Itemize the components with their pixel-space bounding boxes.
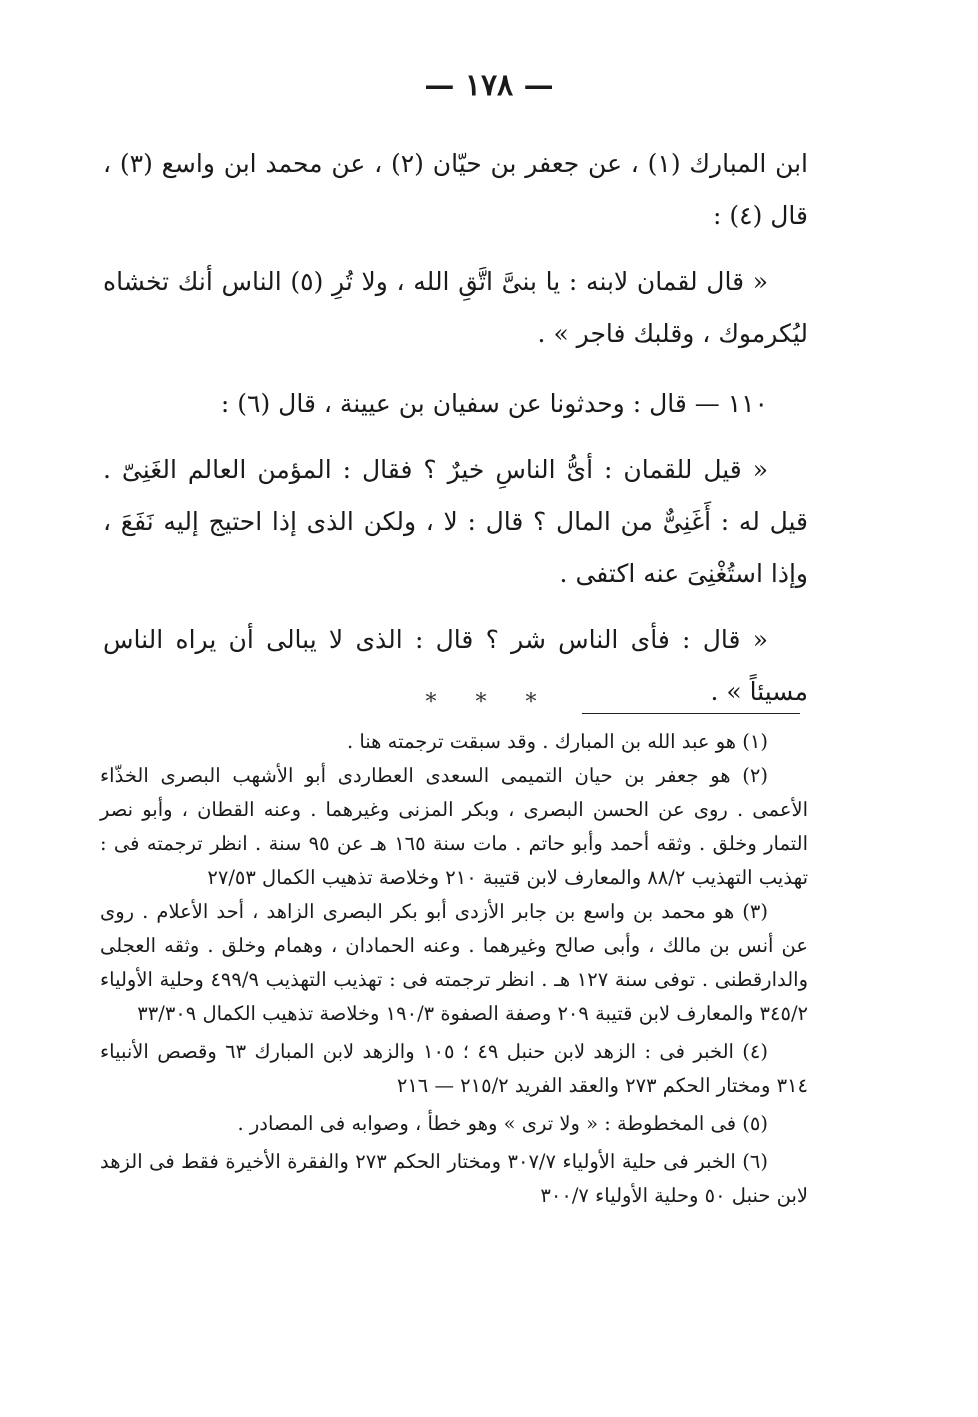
page-number: — ١٧٨ — [424,68,554,103]
footnote-2: (٢) هو جعفر بن حيان التميمى السعدى العطاردى أبو الأشهب البصرى الخذّاء الأعمى . روى عن الحسن البصرى ، وبكر المزنى وغيرهما . وعنه القطان ، وأبو نصر التمار وخلق . وثقه أحمد وأبو حاتم . مات سنة ١٦٥ هـ عن ٩٥ سنة . انظر ترجمته فى : تهذيب التهذيب ٨٨/٢ والمعارف لابن قتيبة ٢١٠ وخلاصة تذهيب الكمال ٢٧/٥٣ [100,764,809,889]
footnote-3: (٣) هو محمد بن واسع بن جابر الأزدى أبو بكر البصرى الزاهد ، أحد الأعلام . روى عن أنس بن مالك ، وأبى صالح وغيرهما . وعنه الحمادان ، وهمام وخلق . وثقه العجلى والدارقطنى . توفى سنة ١٢٧ هـ . انظر ترجمته فى : تهذيب التهذيب ٤٩٩/٩ وحلية الأولياء ٣٤٥/٢ والمعارف لابن قتيبة ٢٠٩ وصفة الصفوة ١٩٠/٣ وخلاصة تذهيب الكمال ٣٣/٣٠٩ [100,900,809,1025]
isnad-line: ابن المبارك (١) ، عن جعفر بن حيّان (٢) ، عن محمد ابن واسع (٣) ، قال (٤) : [103,149,809,230]
footnote-5: (٥) فى المخطوطة : « ولا ترى » وهو خطأ ، وصوابه فى المصادر . [237,1112,768,1135]
section-separator-stars: * * * [425,690,553,715]
entry-110-line: ١١٠ — قال : وحدثونا عن سفيان بن عيينة ، قال (٦) : [220,389,768,418]
footnote-1: (١) هو عبد الله بن المبارك . وقد سبقت ترجمته هنا . [346,730,768,753]
luqman-saying-3: « قال : فأى الناس شر ؟ قال : الذى لا يبالى أن يراه الناس مسيئاً » . [103,625,808,706]
luqman-saying-1: « قال لقمان لابنه : يا بنىَّ اتَّقِ الله ، ولا تُرِ (٥) الناس أنك تخشاه ليُكرموك ، وقلبك فاجر » . [103,267,808,348]
footnote-divider [582,713,800,714]
luqman-saying-2: « قيل للقمان : أىُّ الناسِ خيرٌ ؟ فقال : المؤمن العالم الغَنِىّ . قيل له : أَغَنِىٌّ من المال ؟ قال : لا ، ولكن الذى إذا احتيج إليه نَفَعَ ، وإذا استُغْنِىَ عنه اكتفى . [103,455,808,588]
footnote-6: (٦) الخبر فى حلية الأولياء ٣٠٧/٧ ومختار الحكم ٢٧٣ والفقرة الأخيرة فقط فى الزهد لابن حنبل ٥٠ وحلية الأولياء ٣٠٠/٧ [100,1150,808,1207]
main-text [103,138,808,718]
footnotes [100,725,808,1213]
footnote-4: (٤) الخبر فى : الزهد لابن حنبل ٤٩ ؛ ١٠٥ والزهد لابن المبارك ٦٣ وقصص الأنبياء ٣١٤ ومختار الحكم ٢٧٣ والعقد الفريد ٢١٥/٢ — ٢١٦ [100,1040,808,1097]
